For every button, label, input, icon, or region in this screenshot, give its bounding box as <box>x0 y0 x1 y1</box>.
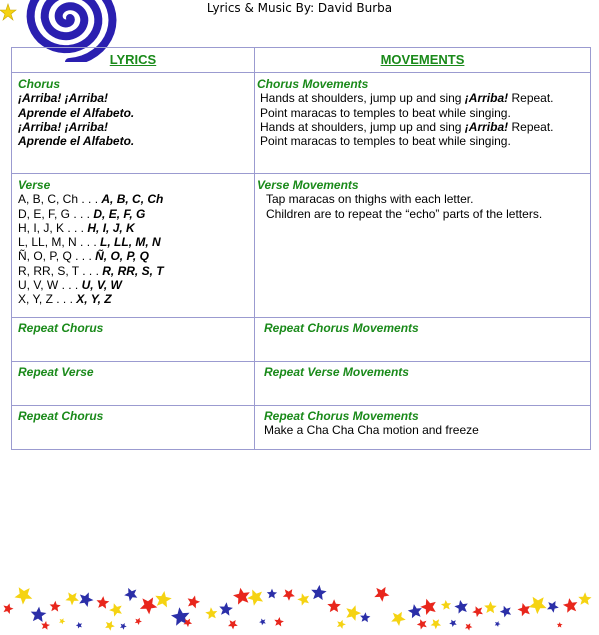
star-icon <box>59 618 65 624</box>
movements-header: MOVEMENTS <box>255 48 591 73</box>
star-icon <box>472 606 483 617</box>
table-header-row <box>12 48 591 73</box>
verse-line: X, Y, Z . . . X, Y, Z <box>18 292 112 307</box>
verse-movement-line: Tap maracas on thighs with each letter. <box>266 192 474 207</box>
song-credit: Lyrics & Music By: David Burba <box>206 1 393 15</box>
verse-movement-line: Children are to repeat the “echo” parts of the letters. <box>266 206 543 221</box>
final-movement-line: Make a Cha Cha Cha motion and freeze <box>264 423 479 438</box>
repeat-lyrics-cell: Repeat Chorus <box>12 318 255 362</box>
chorus-line: Aprende el Alfabeto. <box>18 105 135 120</box>
star-icon <box>3 603 13 614</box>
star-icon <box>578 592 591 605</box>
star-icon <box>247 590 263 606</box>
star-icon <box>408 604 422 618</box>
star-icon <box>420 599 436 615</box>
chorus-line: ¡Arriba! ¡Arriba! <box>18 91 109 106</box>
star-icon <box>228 620 238 629</box>
chorus-row <box>12 73 591 174</box>
star-icon <box>557 622 563 628</box>
star-icon <box>124 588 137 601</box>
star-icon <box>417 619 427 629</box>
star-icon <box>391 612 406 626</box>
chorus-line: Aprende el Alfabeto. <box>18 134 135 149</box>
star-icon <box>449 620 457 627</box>
verse-row <box>12 174 591 318</box>
chorus-movements-cell <box>255 73 591 174</box>
star-icon <box>563 598 578 613</box>
star-icon <box>441 600 451 610</box>
star-icon <box>76 622 82 629</box>
verse-line: R, RR, S, T . . . R, RR, S, T <box>18 263 164 278</box>
verse-lyrics-cell <box>12 174 255 318</box>
star-icon <box>346 605 361 621</box>
lyrics-header: LYRICS <box>12 48 255 73</box>
star-icon <box>454 600 467 614</box>
verse-label: Verse <box>18 178 51 192</box>
repeat-row <box>12 406 591 450</box>
verse-line: A, B, C, Ch . . . A, B, C, Ch <box>18 192 164 207</box>
star-icon <box>484 601 497 613</box>
star-icon <box>41 621 50 630</box>
star-icon <box>431 619 442 629</box>
star-icon <box>233 588 250 605</box>
repeat-lyrics-cell: Repeat Chorus <box>12 406 255 450</box>
star-icon <box>120 623 127 630</box>
chorus-movement-line: Hands at shoulders, jump up and sing ¡Arriba! Repeat. <box>260 91 554 106</box>
repeat-movements-cell: Repeat Chorus Movements Make a Cha Cha Cha motion and freeze <box>255 406 591 450</box>
star-icon <box>219 602 233 616</box>
star-icon <box>327 599 341 612</box>
star-icon <box>495 621 501 627</box>
star-icon <box>188 596 201 609</box>
star-border <box>0 583 599 635</box>
star-icon <box>547 601 559 613</box>
star-icon <box>267 589 277 599</box>
chorus-movements-label: Chorus Movements <box>257 77 369 91</box>
chorus-movement-line: Hands at shoulders, jump up and sing ¡Arriba! Repeat. <box>260 119 554 134</box>
star-icon <box>109 603 122 616</box>
verse-line: D, E, F, G . . . D, E, F, G <box>18 206 146 221</box>
chorus-movement-line: Point maracas to temples to beat while singing. <box>260 105 511 120</box>
chorus-line: ¡Arriba! ¡Arriba! <box>18 119 109 134</box>
star-icon <box>360 612 370 622</box>
star-icon <box>259 619 266 626</box>
star-icon <box>337 620 346 629</box>
chorus-movement-line: Point maracas to temples to beat while singing. <box>260 134 511 149</box>
star-icon <box>205 607 217 619</box>
song-table <box>11 47 591 450</box>
star-icon <box>274 617 284 627</box>
verse-line: L, LL, M, N . . . L, LL, M, N <box>18 235 161 250</box>
verse-movements-cell <box>255 174 591 318</box>
verse-line: U, V, W . . . U, V, W <box>18 278 122 293</box>
repeat-row <box>12 318 591 362</box>
star-icon <box>297 593 309 605</box>
star-icon <box>97 596 110 609</box>
chorus-label: Chorus <box>18 77 60 91</box>
star-icon <box>283 589 295 601</box>
repeat-row <box>12 362 591 406</box>
verse-line: H, I, J, K . . . H, I, J, K <box>18 220 135 235</box>
star-icon <box>529 597 547 614</box>
star-icon <box>374 587 389 602</box>
star-icon <box>31 607 47 622</box>
star-icon <box>518 603 531 616</box>
star-icon <box>79 592 93 607</box>
star-icon <box>155 591 171 607</box>
star-icon <box>50 601 61 612</box>
repeat-lyrics-cell: Repeat Verse <box>12 362 255 406</box>
chorus-lyrics-cell <box>12 73 255 174</box>
repeat-movements-cell: Repeat Verse Movements <box>255 362 591 406</box>
star-icon <box>135 618 142 625</box>
star-icon <box>140 597 157 614</box>
verse-line: Ñ, O, P, Q . . . Ñ, O, P, Q <box>18 249 149 264</box>
star-icon <box>105 621 115 631</box>
star-icon <box>465 623 472 630</box>
repeat-movements-cell: Repeat Chorus Movements <box>255 318 591 362</box>
verse-movements-label: Verse Movements <box>257 178 359 192</box>
star-icon <box>311 585 326 600</box>
star-icon <box>500 606 511 618</box>
star-icon <box>15 587 33 604</box>
star-icon <box>65 592 79 605</box>
